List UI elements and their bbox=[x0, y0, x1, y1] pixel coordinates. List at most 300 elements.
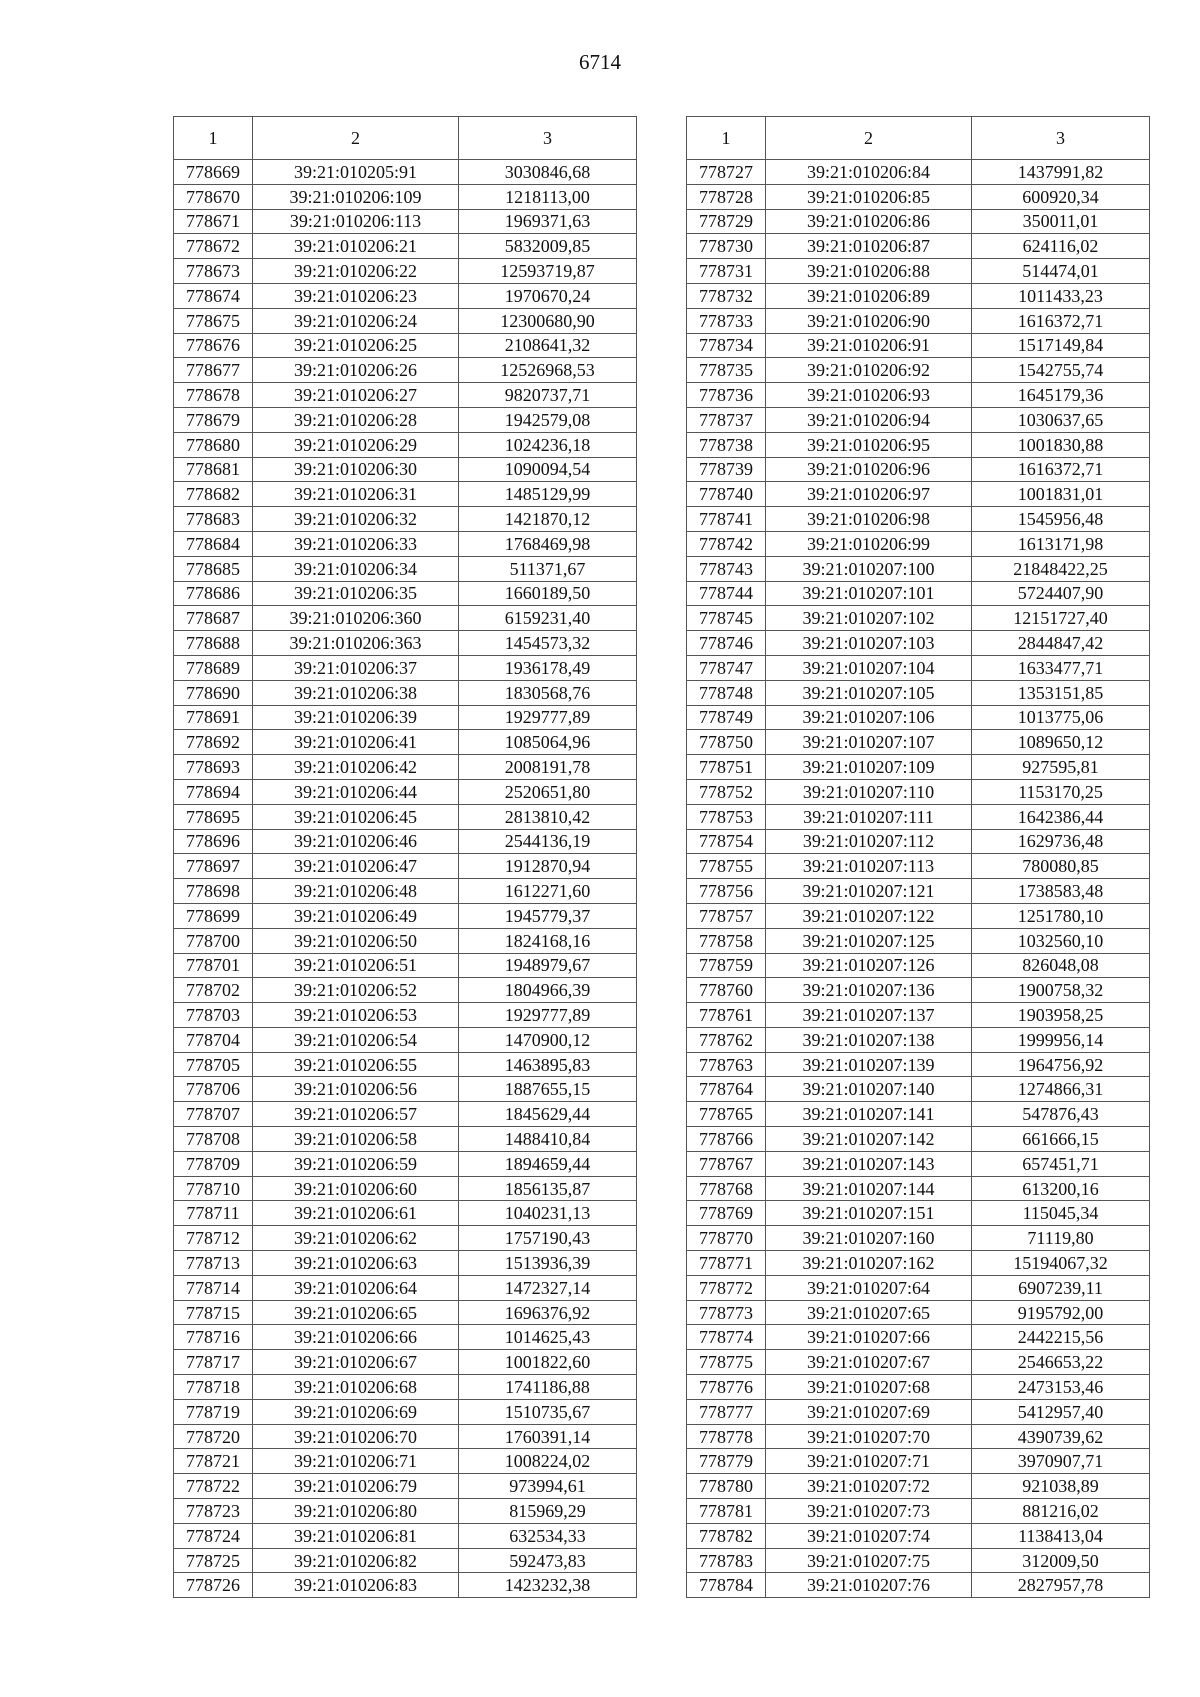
cell-number: 778769 bbox=[687, 1201, 766, 1226]
cell-cadastral-id: 39:21:010206:84 bbox=[766, 160, 972, 185]
cell-cadastral-id: 39:21:010207:111 bbox=[766, 804, 972, 829]
cell-cadastral-id: 39:21:010206:97 bbox=[766, 482, 972, 507]
cell-value: 1423232,38 bbox=[459, 1573, 637, 1598]
cell-number: 778693 bbox=[174, 755, 253, 780]
cell-value: 1421870,12 bbox=[459, 507, 637, 532]
cell-value: 2844847,42 bbox=[972, 631, 1150, 656]
cell-value: 71119,80 bbox=[972, 1226, 1150, 1251]
table-row bbox=[174, 978, 637, 1003]
cell-number: 778732 bbox=[687, 283, 766, 308]
cell-number: 778686 bbox=[174, 581, 253, 606]
cell-cadastral-id: 39:21:010207:105 bbox=[766, 680, 972, 705]
table-row bbox=[687, 1102, 1150, 1127]
cell-number: 778705 bbox=[174, 1052, 253, 1077]
cell-cadastral-id: 39:21:010206:41 bbox=[253, 730, 459, 755]
cell-number: 778711 bbox=[174, 1201, 253, 1226]
cell-cadastral-id: 39:21:010206:83 bbox=[253, 1573, 459, 1598]
cell-number: 778723 bbox=[174, 1499, 253, 1524]
cell-value: 1616372,71 bbox=[972, 308, 1150, 333]
table-row bbox=[687, 507, 1150, 532]
cell-cadastral-id: 39:21:010206:23 bbox=[253, 283, 459, 308]
cell-cadastral-id: 39:21:010207:106 bbox=[766, 705, 972, 730]
cell-cadastral-id: 39:21:010207:68 bbox=[766, 1375, 972, 1400]
table-row bbox=[174, 1350, 637, 1375]
table-row bbox=[174, 705, 637, 730]
table-row bbox=[174, 606, 637, 631]
table-row bbox=[687, 1548, 1150, 1573]
cell-cadastral-id: 39:21:010206:64 bbox=[253, 1275, 459, 1300]
cell-value: 657451,71 bbox=[972, 1151, 1150, 1176]
cell-value: 592473,83 bbox=[459, 1548, 637, 1573]
cell-value: 1945779,37 bbox=[459, 903, 637, 928]
cell-value: 1001822,60 bbox=[459, 1350, 637, 1375]
cell-value: 350011,01 bbox=[972, 209, 1150, 234]
table-row bbox=[174, 160, 637, 185]
cell-cadastral-id: 39:21:010206:32 bbox=[253, 507, 459, 532]
cell-number: 778722 bbox=[174, 1474, 253, 1499]
cell-cadastral-id: 39:21:010207:138 bbox=[766, 1027, 972, 1052]
cell-number: 778738 bbox=[687, 432, 766, 457]
table-row bbox=[174, 1151, 637, 1176]
cell-cadastral-id: 39:21:010206:87 bbox=[766, 234, 972, 259]
cell-number: 778673 bbox=[174, 259, 253, 284]
table-row bbox=[687, 1350, 1150, 1375]
cell-cadastral-id: 39:21:010207:160 bbox=[766, 1226, 972, 1251]
cell-value: 1894659,44 bbox=[459, 1151, 637, 1176]
cell-number: 778715 bbox=[174, 1300, 253, 1325]
cell-value: 1696376,92 bbox=[459, 1300, 637, 1325]
cell-number: 778694 bbox=[174, 779, 253, 804]
cell-number: 778681 bbox=[174, 457, 253, 482]
cell-value: 3970907,71 bbox=[972, 1449, 1150, 1474]
cell-number: 778770 bbox=[687, 1226, 766, 1251]
column-header: 1 bbox=[174, 117, 253, 160]
cell-number: 778726 bbox=[174, 1573, 253, 1598]
cell-cadastral-id: 39:21:010207:125 bbox=[766, 928, 972, 953]
cell-number: 778733 bbox=[687, 308, 766, 333]
cell-number: 778683 bbox=[174, 507, 253, 532]
cell-number: 778754 bbox=[687, 829, 766, 854]
cell-value: 1218113,00 bbox=[459, 184, 637, 209]
cell-number: 778716 bbox=[174, 1325, 253, 1350]
cell-cadastral-id: 39:21:010206:28 bbox=[253, 407, 459, 432]
cell-value: 1804966,39 bbox=[459, 978, 637, 1003]
cell-cadastral-id: 39:21:010207:65 bbox=[766, 1300, 972, 1325]
cell-cadastral-id: 39:21:010206:113 bbox=[253, 209, 459, 234]
cell-value: 1032560,10 bbox=[972, 928, 1150, 953]
cell-number: 778740 bbox=[687, 482, 766, 507]
table-row bbox=[174, 1226, 637, 1251]
cell-number: 778745 bbox=[687, 606, 766, 631]
cell-number: 778764 bbox=[687, 1077, 766, 1102]
cell-number: 778748 bbox=[687, 680, 766, 705]
cell-cadastral-id: 39:21:010207:107 bbox=[766, 730, 972, 755]
cell-number: 778719 bbox=[174, 1399, 253, 1424]
cell-cadastral-id: 39:21:010206:26 bbox=[253, 358, 459, 383]
cell-value: 12300680,90 bbox=[459, 308, 637, 333]
cell-value: 600920,34 bbox=[972, 184, 1150, 209]
cell-number: 778697 bbox=[174, 854, 253, 879]
cell-value: 1936178,49 bbox=[459, 655, 637, 680]
cell-cadastral-id: 39:21:010206:67 bbox=[253, 1350, 459, 1375]
cell-value: 1830568,76 bbox=[459, 680, 637, 705]
cell-value: 1089650,12 bbox=[972, 730, 1150, 755]
cell-value: 1856135,87 bbox=[459, 1176, 637, 1201]
cell-value: 1964756,92 bbox=[972, 1052, 1150, 1077]
cell-value: 1912870,94 bbox=[459, 854, 637, 879]
cell-cadastral-id: 39:21:010206:22 bbox=[253, 259, 459, 284]
table-row bbox=[687, 333, 1150, 358]
cell-cadastral-id: 39:21:010206:89 bbox=[766, 283, 972, 308]
cell-cadastral-id: 39:21:010207:109 bbox=[766, 755, 972, 780]
cell-value: 1153170,25 bbox=[972, 779, 1150, 804]
cell-number: 778675 bbox=[174, 308, 253, 333]
cell-value: 1616372,71 bbox=[972, 457, 1150, 482]
cell-value: 2520651,80 bbox=[459, 779, 637, 804]
cell-number: 778784 bbox=[687, 1573, 766, 1598]
cell-number: 778730 bbox=[687, 234, 766, 259]
cell-value: 2546653,22 bbox=[972, 1350, 1150, 1375]
cell-cadastral-id: 39:21:010206:69 bbox=[253, 1399, 459, 1424]
cell-value: 1645179,36 bbox=[972, 383, 1150, 408]
cell-cadastral-id: 39:21:010207:66 bbox=[766, 1325, 972, 1350]
cell-value: 1757190,43 bbox=[459, 1226, 637, 1251]
table-row bbox=[174, 333, 637, 358]
cell-value: 2442215,56 bbox=[972, 1325, 1150, 1350]
table-row bbox=[687, 556, 1150, 581]
cell-value: 1011433,23 bbox=[972, 283, 1150, 308]
cell-number: 778771 bbox=[687, 1251, 766, 1276]
cell-number: 778678 bbox=[174, 383, 253, 408]
cell-number: 778710 bbox=[174, 1176, 253, 1201]
table-row bbox=[687, 730, 1150, 755]
table-row bbox=[687, 1573, 1150, 1598]
cell-number: 778687 bbox=[174, 606, 253, 631]
cell-value: 1633477,71 bbox=[972, 655, 1150, 680]
cell-value: 1903958,25 bbox=[972, 1003, 1150, 1028]
cell-value: 1040231,13 bbox=[459, 1201, 637, 1226]
cell-value: 1642386,44 bbox=[972, 804, 1150, 829]
cell-number: 778676 bbox=[174, 333, 253, 358]
cell-number: 778758 bbox=[687, 928, 766, 953]
table-row bbox=[687, 1226, 1150, 1251]
cell-number: 778756 bbox=[687, 879, 766, 904]
cell-number: 778688 bbox=[174, 631, 253, 656]
cell-value: 624116,02 bbox=[972, 234, 1150, 259]
cell-cadastral-id: 39:21:010207:137 bbox=[766, 1003, 972, 1028]
table-row bbox=[174, 1251, 637, 1276]
table-row bbox=[687, 1127, 1150, 1152]
cell-number: 778757 bbox=[687, 903, 766, 928]
column-header: 3 bbox=[459, 117, 637, 160]
cell-cadastral-id: 39:21:010206:45 bbox=[253, 804, 459, 829]
cell-cadastral-id: 39:21:010207:162 bbox=[766, 1251, 972, 1276]
table-row bbox=[174, 556, 637, 581]
cell-number: 778724 bbox=[174, 1523, 253, 1548]
cell-value: 780080,85 bbox=[972, 854, 1150, 879]
cell-cadastral-id: 39:21:010206:57 bbox=[253, 1102, 459, 1127]
cell-cadastral-id: 39:21:010207:71 bbox=[766, 1449, 972, 1474]
cell-number: 778783 bbox=[687, 1548, 766, 1573]
table-row bbox=[687, 531, 1150, 556]
table-row bbox=[174, 755, 637, 780]
cell-number: 778680 bbox=[174, 432, 253, 457]
cell-cadastral-id: 39:21:010207:70 bbox=[766, 1424, 972, 1449]
cell-value: 1970670,24 bbox=[459, 283, 637, 308]
cell-value: 1472327,14 bbox=[459, 1275, 637, 1300]
cell-cadastral-id: 39:21:010207:110 bbox=[766, 779, 972, 804]
cell-number: 778749 bbox=[687, 705, 766, 730]
cell-value: 514474,01 bbox=[972, 259, 1150, 284]
cell-number: 778720 bbox=[174, 1424, 253, 1449]
cell-number: 778712 bbox=[174, 1226, 253, 1251]
table-row bbox=[174, 1424, 637, 1449]
cell-cadastral-id: 39:21:010206:48 bbox=[253, 879, 459, 904]
cell-number: 778698 bbox=[174, 879, 253, 904]
table-row bbox=[687, 234, 1150, 259]
table-row bbox=[174, 1474, 637, 1499]
cell-value: 1629736,48 bbox=[972, 829, 1150, 854]
cell-number: 778741 bbox=[687, 507, 766, 532]
cell-cadastral-id: 39:21:010206:71 bbox=[253, 1449, 459, 1474]
cell-value: 927595,81 bbox=[972, 755, 1150, 780]
cell-number: 778671 bbox=[174, 209, 253, 234]
cell-cadastral-id: 39:21:010206:81 bbox=[253, 1523, 459, 1548]
cell-number: 778761 bbox=[687, 1003, 766, 1028]
cell-cadastral-id: 39:21:010206:360 bbox=[253, 606, 459, 631]
table-row bbox=[687, 655, 1150, 680]
cell-cadastral-id: 39:21:010206:38 bbox=[253, 680, 459, 705]
table-row bbox=[687, 879, 1150, 904]
table-row bbox=[687, 358, 1150, 383]
cell-number: 778753 bbox=[687, 804, 766, 829]
cell-number: 778774 bbox=[687, 1325, 766, 1350]
column-header: 2 bbox=[253, 117, 459, 160]
cell-value: 1437991,82 bbox=[972, 160, 1150, 185]
cell-number: 778746 bbox=[687, 631, 766, 656]
cell-cadastral-id: 39:21:010207:139 bbox=[766, 1052, 972, 1077]
cell-value: 1660189,50 bbox=[459, 581, 637, 606]
table-row bbox=[174, 879, 637, 904]
table-row bbox=[174, 1300, 637, 1325]
cell-value: 1510735,67 bbox=[459, 1399, 637, 1424]
cell-value: 1353151,85 bbox=[972, 680, 1150, 705]
cell-number: 778725 bbox=[174, 1548, 253, 1573]
cell-cadastral-id: 39:21:010207:103 bbox=[766, 631, 972, 656]
cell-cadastral-id: 39:21:010206:61 bbox=[253, 1201, 459, 1226]
cell-number: 778747 bbox=[687, 655, 766, 680]
right-table bbox=[686, 116, 1150, 1598]
cell-value: 1942579,08 bbox=[459, 407, 637, 432]
cell-cadastral-id: 39:21:010207:72 bbox=[766, 1474, 972, 1499]
cell-cadastral-id: 39:21:010207:151 bbox=[766, 1201, 972, 1226]
cell-value: 6907239,11 bbox=[972, 1275, 1150, 1300]
cell-cadastral-id: 39:21:010206:109 bbox=[253, 184, 459, 209]
cell-number: 778690 bbox=[174, 680, 253, 705]
cell-value: 973994,61 bbox=[459, 1474, 637, 1499]
table-row bbox=[687, 1523, 1150, 1548]
table-row bbox=[174, 779, 637, 804]
table-row bbox=[687, 308, 1150, 333]
cell-cadastral-id: 39:21:010207:76 bbox=[766, 1573, 972, 1598]
cell-cadastral-id: 39:21:010207:104 bbox=[766, 655, 972, 680]
table-row bbox=[687, 953, 1150, 978]
table-header-row bbox=[174, 117, 637, 160]
cell-number: 778713 bbox=[174, 1251, 253, 1276]
cell-number: 778669 bbox=[174, 160, 253, 185]
cell-value: 15194067,32 bbox=[972, 1251, 1150, 1276]
cell-value: 1024236,18 bbox=[459, 432, 637, 457]
table-row bbox=[687, 779, 1150, 804]
cell-value: 661666,15 bbox=[972, 1127, 1150, 1152]
cell-number: 778777 bbox=[687, 1399, 766, 1424]
cell-value: 1513936,39 bbox=[459, 1251, 637, 1276]
table-row bbox=[174, 1052, 637, 1077]
cell-value: 12151727,40 bbox=[972, 606, 1150, 631]
cell-cadastral-id: 39:21:010207:100 bbox=[766, 556, 972, 581]
cell-value: 4390739,62 bbox=[972, 1424, 1150, 1449]
cell-number: 778782 bbox=[687, 1523, 766, 1548]
cell-cadastral-id: 39:21:010206:93 bbox=[766, 383, 972, 408]
table-row bbox=[687, 631, 1150, 656]
table-row bbox=[687, 1375, 1150, 1400]
cell-number: 778729 bbox=[687, 209, 766, 234]
cell-cadastral-id: 39:21:010206:30 bbox=[253, 457, 459, 482]
cell-cadastral-id: 39:21:010206:85 bbox=[766, 184, 972, 209]
table-row bbox=[687, 1251, 1150, 1276]
table-row bbox=[174, 1275, 637, 1300]
cell-cadastral-id: 39:21:010207:73 bbox=[766, 1499, 972, 1524]
cell-number: 778752 bbox=[687, 779, 766, 804]
cell-value: 2827957,78 bbox=[972, 1573, 1150, 1598]
cell-cadastral-id: 39:21:010206:82 bbox=[253, 1548, 459, 1573]
cell-cadastral-id: 39:21:010206:95 bbox=[766, 432, 972, 457]
cell-cadastral-id: 39:21:010206:47 bbox=[253, 854, 459, 879]
table-row bbox=[687, 283, 1150, 308]
cell-cadastral-id: 39:21:010206:79 bbox=[253, 1474, 459, 1499]
cell-value: 1001830,88 bbox=[972, 432, 1150, 457]
column-header: 3 bbox=[972, 117, 1150, 160]
left-table bbox=[173, 116, 637, 1598]
table-row bbox=[174, 1548, 637, 1573]
cell-number: 778670 bbox=[174, 184, 253, 209]
cell-cadastral-id: 39:21:010207:101 bbox=[766, 581, 972, 606]
cell-number: 778717 bbox=[174, 1350, 253, 1375]
cell-cadastral-id: 39:21:010207:64 bbox=[766, 1275, 972, 1300]
cell-cadastral-id: 39:21:010207:122 bbox=[766, 903, 972, 928]
table-row bbox=[174, 457, 637, 482]
cell-value: 1948979,67 bbox=[459, 953, 637, 978]
cell-number: 778699 bbox=[174, 903, 253, 928]
table-row bbox=[687, 1151, 1150, 1176]
cell-value: 1824168,16 bbox=[459, 928, 637, 953]
cell-cadastral-id: 39:21:010206:99 bbox=[766, 531, 972, 556]
cell-number: 778691 bbox=[174, 705, 253, 730]
cell-cadastral-id: 39:21:010207:102 bbox=[766, 606, 972, 631]
cell-cadastral-id: 39:21:010206:35 bbox=[253, 581, 459, 606]
cell-cadastral-id: 39:21:010206:46 bbox=[253, 829, 459, 854]
cell-cadastral-id: 39:21:010207:113 bbox=[766, 854, 972, 879]
cell-value: 632534,33 bbox=[459, 1523, 637, 1548]
cell-cadastral-id: 39:21:010207:69 bbox=[766, 1399, 972, 1424]
table-row bbox=[687, 1424, 1150, 1449]
cell-cadastral-id: 39:21:010206:60 bbox=[253, 1176, 459, 1201]
table-row bbox=[687, 259, 1150, 284]
table-row bbox=[687, 581, 1150, 606]
cell-value: 6159231,40 bbox=[459, 606, 637, 631]
page-number: 6714 bbox=[579, 50, 621, 74]
cell-number: 778674 bbox=[174, 283, 253, 308]
table-row bbox=[687, 160, 1150, 185]
cell-value: 2108641,32 bbox=[459, 333, 637, 358]
cell-number: 778734 bbox=[687, 333, 766, 358]
table-row bbox=[687, 680, 1150, 705]
cell-number: 778728 bbox=[687, 184, 766, 209]
cell-number: 778707 bbox=[174, 1102, 253, 1127]
cell-value: 1999956,14 bbox=[972, 1027, 1150, 1052]
table-row bbox=[174, 854, 637, 879]
cell-cadastral-id: 39:21:010206:68 bbox=[253, 1375, 459, 1400]
cell-number: 778702 bbox=[174, 978, 253, 1003]
table-row bbox=[687, 854, 1150, 879]
cell-value: 1008224,02 bbox=[459, 1449, 637, 1474]
cell-cadastral-id: 39:21:010206:31 bbox=[253, 482, 459, 507]
cell-value: 312009,50 bbox=[972, 1548, 1150, 1573]
table-row bbox=[174, 1573, 637, 1598]
cell-cadastral-id: 39:21:010207:141 bbox=[766, 1102, 972, 1127]
table-row bbox=[174, 308, 637, 333]
cell-number: 778736 bbox=[687, 383, 766, 408]
cell-cadastral-id: 39:21:010206:44 bbox=[253, 779, 459, 804]
cell-number: 778677 bbox=[174, 358, 253, 383]
table-row bbox=[174, 928, 637, 953]
table-row bbox=[174, 1027, 637, 1052]
cell-value: 1768469,98 bbox=[459, 531, 637, 556]
table-row bbox=[174, 1127, 637, 1152]
table-row bbox=[687, 383, 1150, 408]
cell-cadastral-id: 39:21:010206:52 bbox=[253, 978, 459, 1003]
cell-cadastral-id: 39:21:010206:63 bbox=[253, 1251, 459, 1276]
cell-number: 778755 bbox=[687, 854, 766, 879]
cell-cadastral-id: 39:21:010206:86 bbox=[766, 209, 972, 234]
cell-number: 778737 bbox=[687, 407, 766, 432]
table-row bbox=[687, 1176, 1150, 1201]
table-row bbox=[174, 358, 637, 383]
cell-cadastral-id: 39:21:010206:363 bbox=[253, 631, 459, 656]
cell-value: 1085064,96 bbox=[459, 730, 637, 755]
table-row bbox=[687, 1077, 1150, 1102]
cell-value: 1138413,04 bbox=[972, 1523, 1150, 1548]
column-header: 2 bbox=[766, 117, 972, 160]
table-row bbox=[687, 1449, 1150, 1474]
cell-value: 1845629,44 bbox=[459, 1102, 637, 1127]
cell-value: 2473153,46 bbox=[972, 1375, 1150, 1400]
table-row bbox=[687, 432, 1150, 457]
table-row bbox=[174, 1201, 637, 1226]
cell-number: 778682 bbox=[174, 482, 253, 507]
table-row bbox=[174, 903, 637, 928]
table-row bbox=[174, 953, 637, 978]
cell-cadastral-id: 39:21:010206:33 bbox=[253, 531, 459, 556]
table-row bbox=[174, 1375, 637, 1400]
cell-value: 1545956,48 bbox=[972, 507, 1150, 532]
cell-value: 1485129,99 bbox=[459, 482, 637, 507]
table-row bbox=[174, 581, 637, 606]
cell-number: 778775 bbox=[687, 1350, 766, 1375]
table-row bbox=[174, 432, 637, 457]
cell-value: 921038,89 bbox=[972, 1474, 1150, 1499]
cell-number: 778700 bbox=[174, 928, 253, 953]
